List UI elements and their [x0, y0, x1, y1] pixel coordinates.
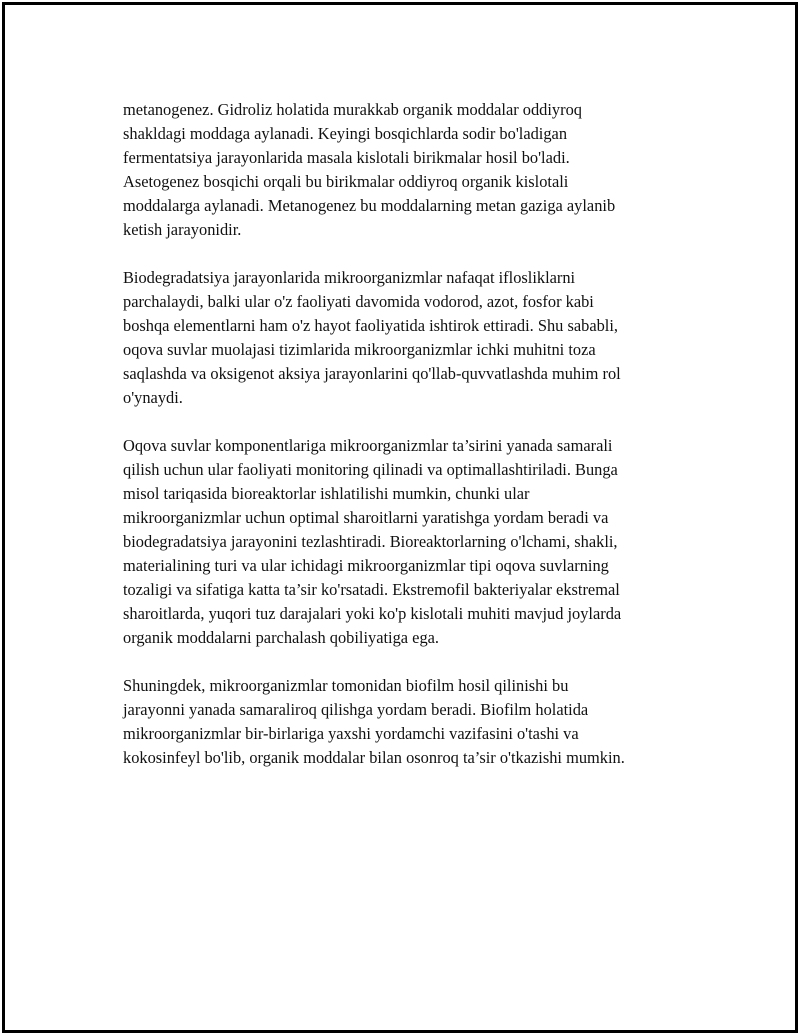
text-line: Oqova suvlar komponentlariga mikroorganizmlar ta’sirini yanada samarali — [123, 436, 613, 455]
text-line: Shuningdek, mikroorganizmlar tomonidan biofilm hosil qilinishi bu — [123, 676, 569, 695]
text-line: organik moddalarni parchalash qobiliyatiga ega. — [123, 628, 440, 647]
text-line: mikroorganizmlar bir-birlariga yaxshi yordamchi vazifasini o'tashi va — [123, 724, 579, 743]
paragraph-4 — [123, 674, 703, 770]
text-line: qilish uchun ular faoliyati monitoring qilinadi va optimallashtiriladi. Bunga — [123, 460, 618, 479]
text-line: saqlashda va oksigenot aksiya jarayonlarini qo'llab-quvvatlashda muhim rol — [123, 364, 621, 383]
text-line: sharoitlarda, yuqori tuz darajalari yoki ko'p kislotali muhiti mavjud joylarda — [123, 604, 622, 623]
text-line: o'ynaydi. — [123, 388, 183, 407]
text-line: moddalarga aylanadi. Metanogenez bu moddalarning metan gaziga aylanib — [123, 196, 616, 215]
text-line: misol tariqasida bioreaktorlar ishlatilishi mumkin, chunki ular — [123, 484, 530, 503]
text-line: materialining turi va ular ichidagi mikroorganizmlar tipi oqova suvlarning — [123, 556, 609, 575]
text-line: tozaligi va sifatiga katta ta’sir ko'rsatadi. Ekstremofil bakteriyalar ekstremal — [123, 580, 620, 599]
document-body — [123, 98, 703, 794]
text-line: Biodegradatsiya jarayonlarida mikroorganizmlar nafaqat iflosliklarni — [123, 268, 576, 287]
page-border — [2, 2, 798, 1033]
paragraph-3 — [123, 434, 703, 650]
text-line: shakldagi moddaga aylanadi. Keyingi bosqichlarda sodir bo'ladigan — [123, 124, 568, 143]
text-line: parchalaydi, balki ular o'z faoliyati davomida vodorod, azot, fosfor kabi — [123, 292, 594, 311]
text-line: boshqa elementlarni ham o'z hayot faoliyatida ishtirok ettiradi. Shu sababli, — [123, 316, 619, 335]
text-line: Asetogenez bosqichi orqali bu birikmalar oddiyroq organik kislotali — [123, 172, 569, 191]
text-line: mikroorganizmlar uchun optimal sharoitlarni yaratishga yordam beradi va — [123, 508, 609, 527]
paragraph-1 — [123, 98, 703, 242]
text-line: biodegradatsiya jarayonini tezlashtiradi. Bioreaktorlarning o'lchami, shakli, — [123, 532, 618, 551]
text-line: oqova suvlar muolajasi tizimlarida mikroorganizmlar ichki muhitni toza — [123, 340, 596, 359]
text-line: fermentatsiya jarayonlarida masala kislotali birikmalar hosil bo'ladi. — [123, 148, 570, 167]
text-line: ketish jarayonidir. — [123, 220, 242, 239]
text-line: jarayonni yanada samaraliroq qilishga yordam beradi. Biofilm holatida — [123, 700, 589, 719]
text-line: metanogenez. Gidroliz holatida murakkab organik moddalar oddiyroq — [123, 100, 582, 119]
text-line: kokosinfeyl bo'lib, organik moddalar bilan osonroq ta’sir o'tkazishi mumkin. — [123, 748, 625, 767]
paragraph-2 — [123, 266, 703, 410]
